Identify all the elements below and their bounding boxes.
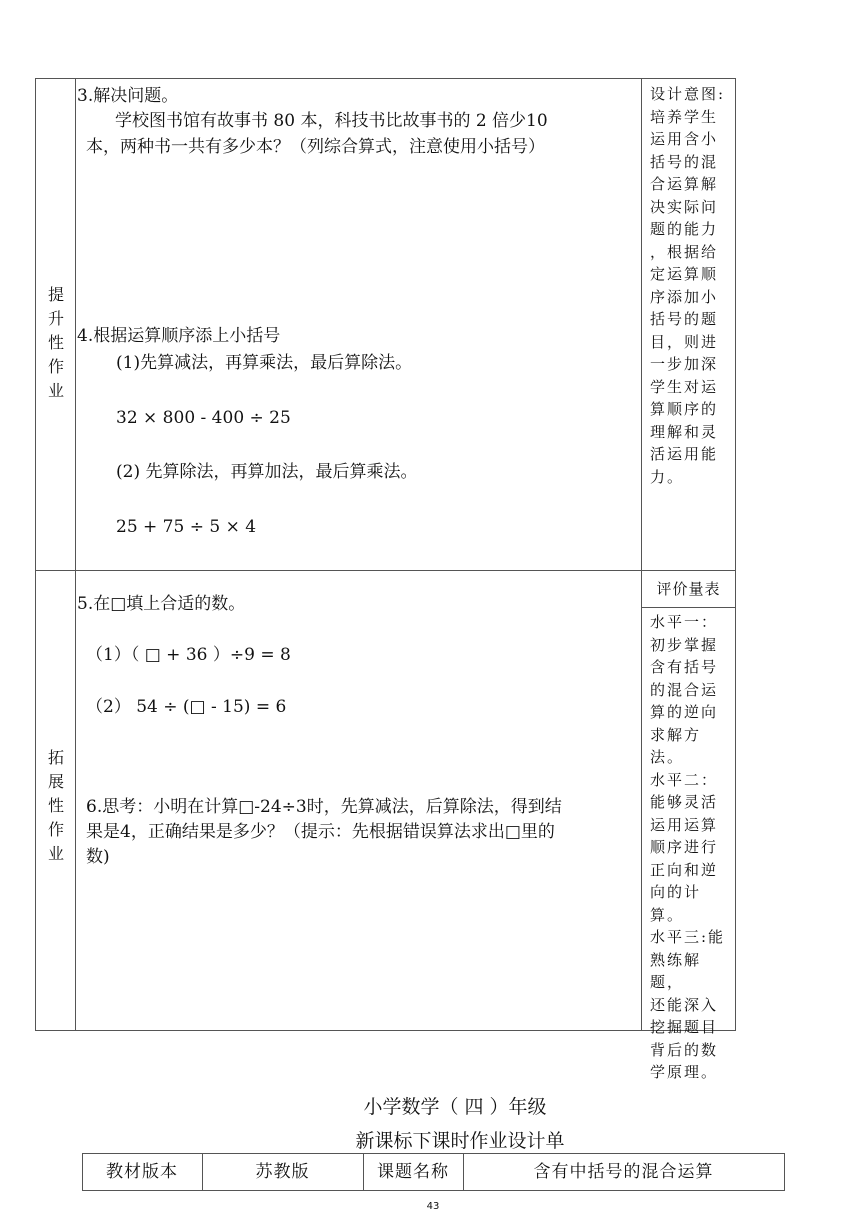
q6-line2: 果是4，正确结果是多少？（提示：先根据错误算法求出□里的 (86, 822, 555, 842)
label-char: 性 (47, 796, 64, 815)
comment-line: 力。 (650, 467, 685, 486)
q3-line2: 本，两种书一共有多少本？（列综合算式，注意使用小括号） (86, 137, 545, 157)
comment-line: 培养学生 (650, 107, 719, 126)
design-intent-comment (650, 83, 732, 488)
comment-line: 决实际问 (650, 197, 719, 216)
next-page-title: 小学数学（ 四 ）年级 (363, 1096, 547, 1118)
eval-line: 能够灵活 (650, 793, 719, 811)
q4-heading: 4.根据运算顺序添上小括号 (77, 326, 281, 346)
comment-line: 活运用能 (650, 445, 719, 463)
eval-line: 水平三:能 (650, 928, 726, 946)
q4-sub1: (1)先算减法，再算乘法，最后算除法。 (116, 353, 413, 373)
info-border-right (784, 1153, 785, 1191)
q6-line3: 数) (86, 847, 110, 867)
q6-line1: 6.思考：小明在计算□-24÷3时，先算减法，后算除法，得到结 (86, 797, 562, 817)
label-char: 业 (47, 844, 64, 863)
eval-line: 初步掌握 (650, 635, 719, 654)
q3-heading: 3.解决问题。 (77, 86, 179, 106)
q5-item1: （1）（ □ + 36 ）÷9 = 8 (86, 645, 291, 665)
label-char: 作 (47, 357, 64, 376)
table-border-top (35, 78, 736, 79)
page-number: 43 (426, 1201, 440, 1212)
evaluation-levels (650, 611, 732, 1084)
eval-line: 水平二： (650, 770, 719, 789)
q3-line1: 学校图书馆有故事书 80 本，科技书比故事书的 2 倍少10 (115, 111, 548, 131)
section-label-bottom (46, 746, 66, 866)
q4-expr1: 32 × 800 - 400 ÷ 25 (116, 408, 291, 428)
eval-line: 水平一： (650, 613, 719, 631)
eval-line: 熟练解题， (650, 950, 702, 991)
comment-line: 合运算解 (650, 175, 719, 193)
comment-line: 理解和灵 (650, 422, 719, 441)
eval-header-divider (641, 607, 736, 608)
label-char: 提 (47, 285, 64, 304)
eval-line: 含有括号 (650, 658, 719, 676)
eval-line: 还能深入 (650, 995, 719, 1014)
label-char: 业 (47, 381, 64, 400)
table-border-right (735, 78, 736, 1031)
label-char: 性 (47, 333, 64, 352)
comment-line: 定运算顺 (650, 265, 719, 283)
label-char: 作 (47, 820, 64, 839)
table-divider-label (75, 78, 76, 1031)
q4-sub2: (2) 先算除法，再算加法，最后算乘法。 (116, 462, 418, 482)
eval-line: 运用运算 (650, 815, 719, 834)
eval-line: 背后的数 (650, 1040, 719, 1059)
comment-line: 运用含小 (650, 130, 719, 148)
q5-heading: 5.在□填上合适的数。 (77, 594, 246, 614)
next-page-subtitle: 新课标下课时作业设计单 (355, 1130, 565, 1152)
info-table (82, 1153, 785, 1191)
q5-item2: （2） 54 ÷ (□ - 15) = 6 (86, 697, 287, 717)
info-cell-topic-value: 含有中括号的混合运算 (533, 1162, 714, 1182)
eval-line: 正向和逆 (650, 860, 719, 879)
eval-line: 的混合运 (650, 680, 719, 699)
section-label-top (46, 283, 66, 403)
eval-line: 学原理。 (650, 1063, 719, 1081)
comment-line: 一步加深 (650, 355, 719, 373)
eval-line: 算的逆向 (650, 703, 719, 721)
label-char: 展 (47, 772, 64, 791)
table-border-left (35, 78, 36, 1031)
table-border-middle (35, 570, 736, 571)
eval-table-header: 评价量表 (656, 580, 721, 598)
comment-line: 学生对运 (650, 377, 719, 396)
comment-line: 算顺序的 (650, 400, 719, 418)
eval-line: 向的计算。 (650, 883, 702, 924)
label-char: 升 (47, 309, 64, 328)
eval-line: 挖掘题目 (650, 1018, 719, 1036)
info-cell-topic-label: 课题名称 (377, 1162, 449, 1182)
table-border-bottom (35, 1030, 736, 1031)
label-char: 拓 (47, 748, 64, 767)
q4-expr2: 25 + 75 ÷ 5 × 4 (116, 517, 257, 537)
comment-line: ，根据给 (650, 242, 719, 261)
comment-line: 括号的混 (650, 152, 719, 171)
info-cell-textbook-value: 苏教版 (255, 1162, 310, 1182)
eval-line: 求解方法。 (650, 725, 702, 766)
comment-line: 括号的题 (650, 310, 719, 328)
comment-line: 题的能力 (650, 220, 719, 238)
info-cell-textbook-label: 教材版本 (106, 1162, 178, 1182)
eval-line: 顺序进行 (650, 838, 719, 856)
comment-line: 目，则进 (650, 332, 719, 351)
comment-line: 设计意图: (650, 85, 726, 103)
table-divider-comment (641, 78, 642, 1031)
comment-line: 序添加小 (650, 287, 719, 306)
